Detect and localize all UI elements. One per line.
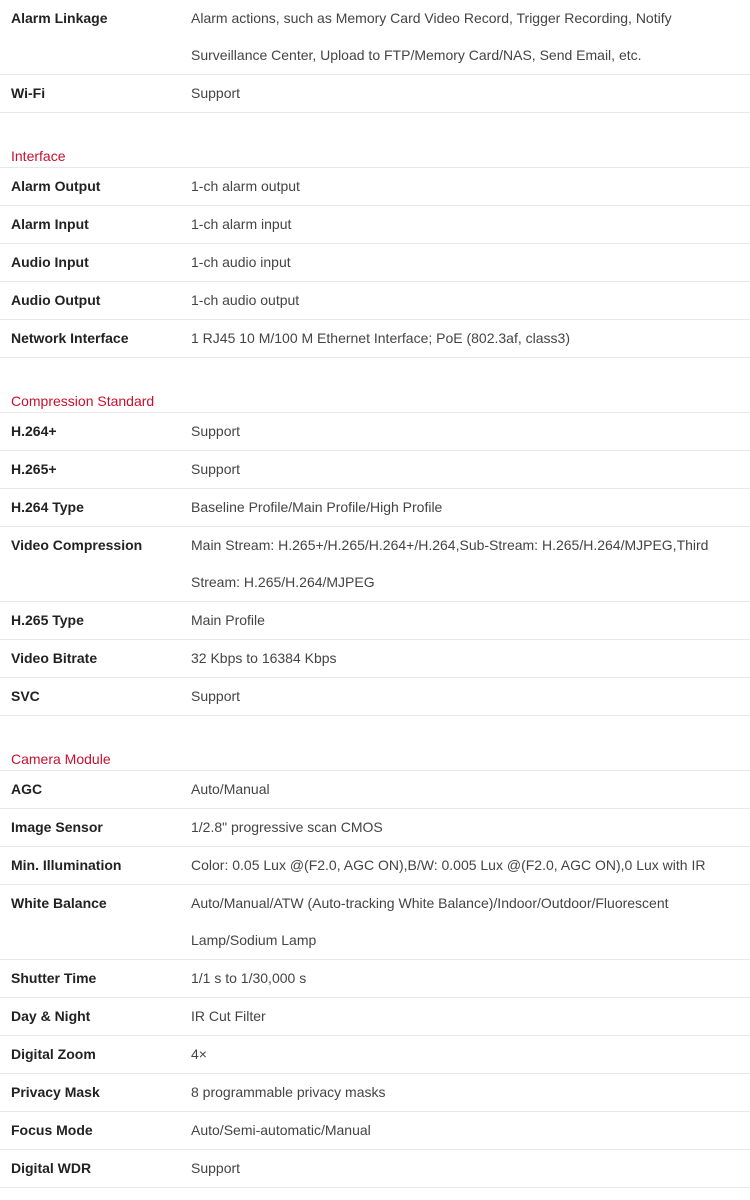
spec-value: 4× <box>191 1046 207 1062</box>
spec-value: 8 programmable privacy masks <box>191 1084 386 1100</box>
section-heading-compression-standard: Compression Standard <box>0 358 750 413</box>
spec-key: Audio Input <box>11 254 89 270</box>
spec-value: Baseline Profile/Main Profile/High Profile <box>191 499 443 515</box>
spec-key: SVC <box>11 688 40 704</box>
spec-row-digital-zoom <box>0 1036 750 1074</box>
spec-row-alarm-input <box>0 206 750 244</box>
spec-key: Video Compression <box>11 537 143 553</box>
spec-row-shutter-time <box>0 960 750 998</box>
spec-row-agc <box>0 771 750 809</box>
spec-row-alarm-linkage <box>0 0 750 75</box>
spec-value: 1-ch alarm input <box>191 216 292 232</box>
spec-value: 1/1 s to 1/30,000 s <box>191 970 307 986</box>
spec-key: H.264 Type <box>11 499 84 515</box>
section-heading-interface: Interface <box>0 113 750 168</box>
spec-row-video-compression <box>0 527 750 602</box>
spec-row-digital-wdr <box>0 1150 750 1188</box>
spec-value: IR Cut Filter <box>191 1008 266 1024</box>
spec-row-video-bitrate <box>0 640 750 678</box>
spec-value: Alarm actions, such as Memory Card Video Record, Trigger Recording, Notify Surveillance Center, Upload to FTP/Memory Card/NAS, Send Email, etc. <box>191 10 672 63</box>
spec-key: AGC <box>11 781 43 797</box>
spec-key: Digital Zoom <box>11 1046 96 1062</box>
spec-value: Color: 0.05 Lux @(F2.0, AGC ON),B/W: 0.005 Lux @(F2.0, AGC ON),0 Lux with IR <box>191 857 706 873</box>
spec-key: Privacy Mask <box>11 1084 100 1100</box>
spec-row-min-illumination <box>0 847 750 885</box>
spec-value: 1-ch audio input <box>191 254 291 270</box>
spec-key: Network Interface <box>11 330 129 346</box>
spec-row-h264-type <box>0 489 750 527</box>
spec-key: H.265+ <box>11 461 57 477</box>
spec-key: Alarm Output <box>11 178 101 194</box>
spec-value: 1/2.8" progressive scan CMOS <box>191 819 383 835</box>
spec-value: Support <box>191 688 241 704</box>
spec-key: Image Sensor <box>11 819 103 835</box>
spec-key: White Balance <box>11 895 107 911</box>
spec-row-privacy-mask <box>0 1074 750 1112</box>
spec-value: Main Stream: H.265+/H.265/H.264+/H.264,Sub-Stream: H.265/H.264/MJPEG,Third Stream: H.265/H.264/MJPEG <box>191 537 709 590</box>
section-heading-camera-module: Camera Module <box>0 716 750 771</box>
spec-value: 1-ch audio output <box>191 292 300 308</box>
spec-row-h265-type <box>0 602 750 640</box>
spec-value: Auto/Semi-automatic/Manual <box>191 1122 371 1138</box>
spec-value: Auto/Manual/ATW (Auto-tracking White Balance)/Indoor/Outdoor/Fluorescent Lamp/Sodium Lamp <box>191 895 669 948</box>
spec-row-white-balance <box>0 885 750 960</box>
spec-key: H.264+ <box>11 423 57 439</box>
spec-row-network-interface <box>0 320 750 358</box>
spec-value: Support <box>191 423 241 439</box>
spec-row-h264-plus <box>0 413 750 451</box>
spec-key: Shutter Time <box>11 970 97 986</box>
spec-row-wifi <box>0 75 750 113</box>
spec-key: Digital WDR <box>11 1160 92 1176</box>
spec-row-image-sensor <box>0 809 750 847</box>
spec-row-focus-mode <box>0 1112 750 1150</box>
spec-row-svc <box>0 678 750 716</box>
spec-value: Support <box>191 1160 241 1176</box>
spec-key: Focus Mode <box>11 1122 93 1138</box>
spec-value: Main Profile <box>191 612 265 628</box>
spec-row-audio-output <box>0 282 750 320</box>
spec-key: H.265 Type <box>11 612 84 628</box>
spec-value: 1-ch alarm output <box>191 178 300 194</box>
spec-value: 1 RJ45 10 M/100 M Ethernet Interface; PoE (802.3af, class3) <box>191 330 570 346</box>
spec-row-alarm-output <box>0 168 750 206</box>
spec-value: Support <box>191 85 241 101</box>
spec-key: Video Bitrate <box>11 650 98 666</box>
spec-value: Support <box>191 461 241 477</box>
spec-value: 32 Kbps to 16384 Kbps <box>191 650 337 666</box>
spec-value: Auto/Manual <box>191 781 270 797</box>
spec-key: Alarm Input <box>11 216 89 232</box>
spec-key: Min. Illumination <box>11 857 122 873</box>
spec-row-audio-input <box>0 244 750 282</box>
spec-key: Day & Night <box>11 1008 91 1024</box>
spec-row-day-night <box>0 998 750 1036</box>
spec-key: Wi-Fi <box>11 85 46 101</box>
spec-row-h265-plus <box>0 451 750 489</box>
spec-key: Audio Output <box>11 292 101 308</box>
spec-key: Alarm Linkage <box>11 10 108 26</box>
